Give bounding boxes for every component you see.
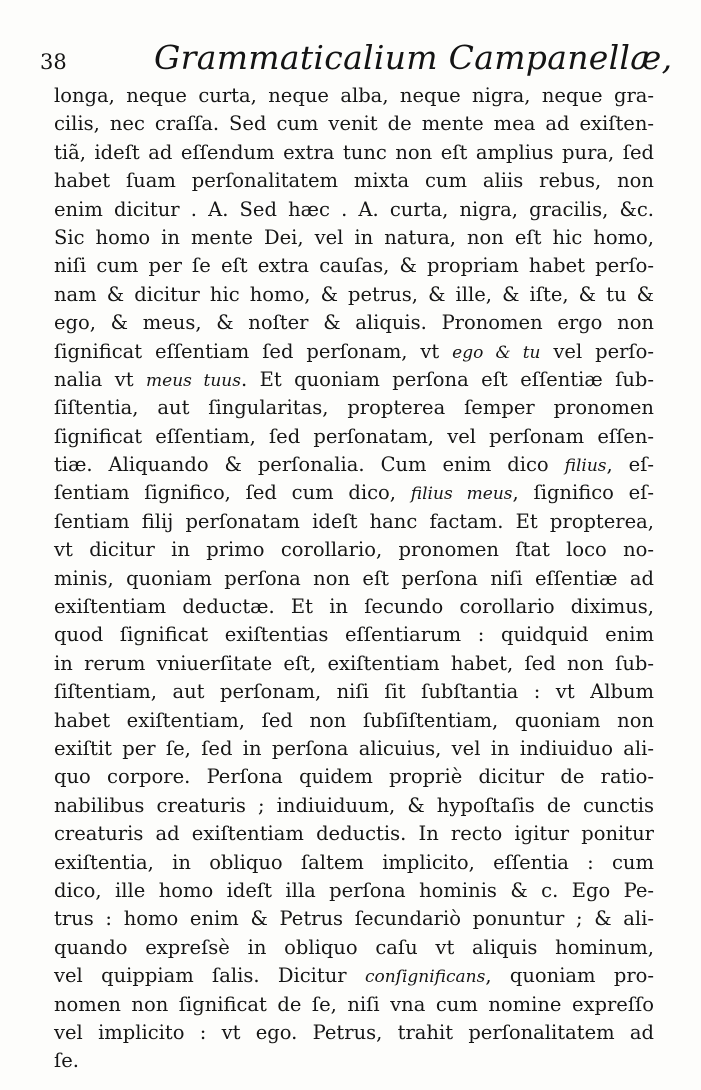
text-run: vel quippiam ſalis. Dicitur	[54, 964, 365, 988]
text-run: , eſ-	[606, 453, 654, 477]
text-line	[54, 309, 654, 337]
text-run: trus : homo enim & Petrus ſecundariò ponuntur ; & ali-	[54, 907, 654, 931]
text-line	[54, 479, 654, 507]
text-run: ſignificat eſſentiam, ſed perſonatam, vel perſonam eſſen-	[54, 424, 654, 448]
text-line	[54, 82, 654, 110]
text-line	[54, 650, 654, 678]
text-run: ſignificat eſſentiam ſed perſonam, vt	[54, 339, 453, 363]
text-line	[54, 565, 654, 593]
text-run: quo corpore. Perſona quidem propriè dicitur de ratio-	[54, 765, 654, 789]
text-line	[54, 735, 654, 763]
text-run: ſiſtentia, aut ſingularitas, propterea ſemper pronomen	[54, 396, 654, 420]
running-title: Grammaticalium Campanellæ,	[154, 38, 673, 77]
text-run: dico, ille homo ideſt illa perſona hominis & c. Ego Pe-	[54, 878, 654, 902]
text-line	[54, 224, 654, 252]
text-run: ſiſtentiam, aut perſonam, niſi ſit ſubſtantia : vt Album	[54, 680, 654, 704]
text-line	[54, 678, 654, 706]
text-line	[54, 338, 654, 366]
italic-term: ego & tu	[452, 342, 541, 363]
text-line	[54, 508, 654, 536]
text-line	[54, 621, 654, 649]
text-run: , ſignifico eſ-	[512, 481, 655, 505]
text-line	[54, 1019, 654, 1047]
text-line	[54, 934, 654, 962]
text-line	[54, 1047, 654, 1075]
text-run: exiſtentia, in obliquo ſaltem implicito, eſſentia : cum	[54, 850, 654, 874]
italic-term: filius meus	[410, 484, 513, 505]
body-text	[54, 82, 654, 1076]
text-run: habet ſuam perſonalitatem mixta cum aliis rebus, non	[54, 169, 654, 193]
text-run: quod ſignificat exiſtentias eſſentiarum : quidquid enim	[54, 623, 654, 647]
text-line	[54, 820, 654, 848]
text-run: Sic homo in mente Dei, vel in natura, non eſt hic homo,	[54, 225, 654, 249]
text-line	[54, 763, 654, 791]
text-run: nalia vt	[54, 367, 147, 391]
text-line	[54, 110, 654, 138]
text-line	[54, 252, 654, 280]
text-line	[54, 991, 654, 1019]
text-run: tiã, ideſt ad eſſendum extra tunc non eſt amplius pura, ſed	[54, 140, 654, 164]
text-run: minis, quoniam perſona non eſt perſona niſi eſſentiæ ad	[54, 566, 654, 590]
text-line	[54, 792, 654, 820]
text-line	[54, 877, 654, 905]
text-line	[54, 423, 654, 451]
text-run: . Et quoniam perſona eſt eſſentiæ ſub-	[240, 367, 654, 391]
text-line	[54, 905, 654, 933]
italic-term: filius	[564, 456, 607, 477]
text-run: quando expreſsè in obliquo caſu vt aliquis hominum,	[54, 935, 654, 959]
text-run: enim dicitur . A. Sed hæc . A. curta, nigra, gracilis, &c.	[54, 197, 654, 221]
text-line	[54, 593, 654, 621]
text-line	[54, 139, 654, 167]
text-run: habet exiſtentiam, ſed non ſubſiſtentiam, quoniam non	[54, 708, 654, 732]
text-line	[54, 962, 654, 990]
text-run: cilis, nec craſſa. Sed cum venit de mente mea ad exiſten-	[54, 112, 654, 136]
page-number: 38	[40, 50, 67, 74]
text-line	[54, 451, 654, 479]
text-run: nam & dicitur hic homo, & petrus, & ille, & iſte, & tu &	[54, 282, 654, 306]
text-line	[54, 366, 654, 394]
text-line	[54, 849, 654, 877]
text-run: nabilibus creaturis ; indiuiduum, & hypoſtaſis de cunctis	[54, 793, 654, 817]
text-run: vel perſo-	[540, 339, 654, 363]
text-run: ſentiam ſignifico, ſed cum dico,	[54, 481, 411, 505]
text-run: nomen non ſignificat de ſe, niſi vna cum nomine expreſſo	[54, 992, 654, 1016]
text-line	[54, 536, 654, 564]
text-run: ego, & meus, & noſter & aliquis. Pronomen ergo non	[54, 311, 654, 335]
text-line	[54, 167, 654, 195]
italic-term: meus tuus	[146, 370, 241, 391]
text-run: exiſtentiam deductæ. Et in ſecundo corollario diximus,	[54, 595, 654, 619]
text-line	[54, 707, 654, 735]
text-run: ſentiam filij perſonatam ideſt hanc factam. Et propterea,	[54, 509, 654, 533]
text-line	[54, 196, 654, 224]
text-line	[54, 394, 654, 422]
text-run: niſi cum per ſe eſt extra cauſas, & propriam habet perſo-	[54, 254, 654, 278]
text-run: tiæ. Aliquando & perſonalia. Cum enim dico	[54, 453, 565, 477]
text-run: , quoniam pro-	[485, 964, 654, 988]
page-header	[40, 38, 673, 82]
text-run: vel implicito : vt ego. Petrus, trahit perſonalitatem ad	[54, 1020, 654, 1044]
text-run: creaturis ad exiſtentiam deductis. In recto igitur ponitur	[54, 822, 654, 846]
text-run: vt dicitur in primo corollario, pronomen ſtat loco no-	[54, 538, 654, 562]
text-run: longa, neque curta, neque alba, neque nigra, neque gra-	[54, 84, 654, 107]
text-run: ſe.	[54, 1049, 79, 1073]
text-run: in rerum vniuerſitate eſt, exiſtentiam habet, ſed non ſub-	[54, 651, 654, 675]
text-run: exiſtit per ſe, ſed in perſona alicuius, vel in indiuiduo ali-	[54, 736, 654, 760]
text-line	[54, 281, 654, 309]
italic-term: conſignificans	[364, 967, 486, 988]
